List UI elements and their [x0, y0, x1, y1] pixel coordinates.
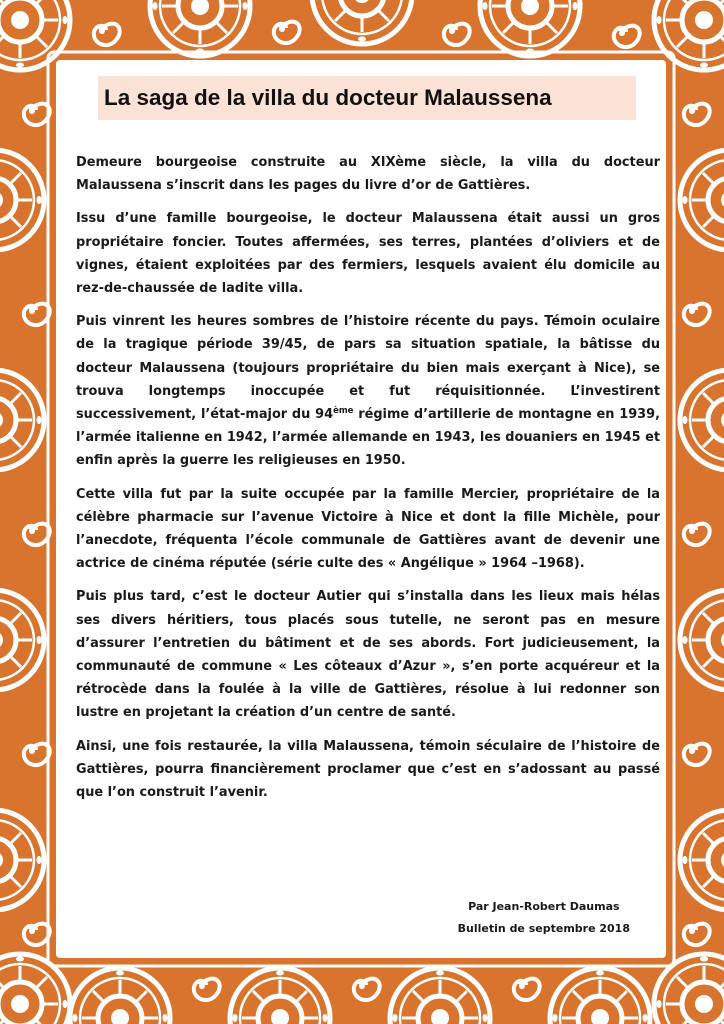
- paragraph: Issu d’une famille bourgeoise, le docteur Malaussena était aussi un gros propriétaire foncier. Toutes affermées, ses terres, plantées d’oliviers et de vignes, étaient exploitées par des fermiers, lesquels avaient élu domicile au rez-de-chaussée de ladite villa.: [76, 211, 660, 297]
- article-body: [76, 151, 660, 814]
- paragraph: Ainsi, une fois restaurée, la villa Malaussena, témoin séculaire de l’histoire de Gattières, pourra financièrement proclamer que c’est en s’adossant au passé que l’on construit l’avenir.: [76, 738, 660, 801]
- author-line: Par Jean-Robert Daumas: [468, 900, 620, 913]
- paragraph: Puis plus tard, c’est le docteur Autier qui s’installa dans les lieux mais hélas ses divers héritiers, tous placés sous tutelle, ne seront pas en mesure d’assurer l’entretien du bâtiment et de ses abords. Fort judicieusement, la communauté de commune « Les côteaux d’Azur », s’en porte acquéreur et la rétrocède dans la foulée à la ville de Gattières, résolue à lui redonner son lustre en projetant la création d’un centre de santé.: [76, 589, 660, 721]
- signature: [458, 896, 630, 940]
- paragraph: Demeure bourgeoise construite au XIXème siècle, la villa du docteur Malaussena s’inscrit dans les pages du livre d’or de Gattières.: [76, 155, 660, 194]
- paragraph-text: régime d’artillerie de montagne en 1939, l’armée italienne en 1942, l’armée allemande en 1943, les douaniers en 1945 et enfin après la guerre les religieuses en 1950.: [76, 407, 661, 469]
- source-line: Bulletin de septembre 2018: [457, 922, 630, 935]
- paragraph-text: Puis vinrent les heures sombres de l’histoire récente du pays. Témoin oculaire de la tragique période 39/45, de pars sa situation spatiale, la bâtisse du docteur Malaussena (toujours propriétaire du bien mais exerçant à Nice), se trouva longtemps inoccupée et fut réquisitionnée. L’investirent successivement, l’état-major du 94: [76, 314, 660, 423]
- page-title: La saga de la villa du docteur Malaussena: [104, 85, 552, 110]
- paragraph: Cette villa fut par la suite occupée par la famille Mercier, propriétaire de la célèbre pharmacie sur l’avenue Victoire à Nice et dont la fille Michèle, pour l’anecdote, fréquenta l’école communale de Gattières avant de devenir une actrice de cinéma réputée (série culte des « Angélique » 1964 –1968).: [76, 486, 660, 572]
- ordinal-suffix: ème: [333, 406, 354, 417]
- paragraph: [76, 310, 660, 472]
